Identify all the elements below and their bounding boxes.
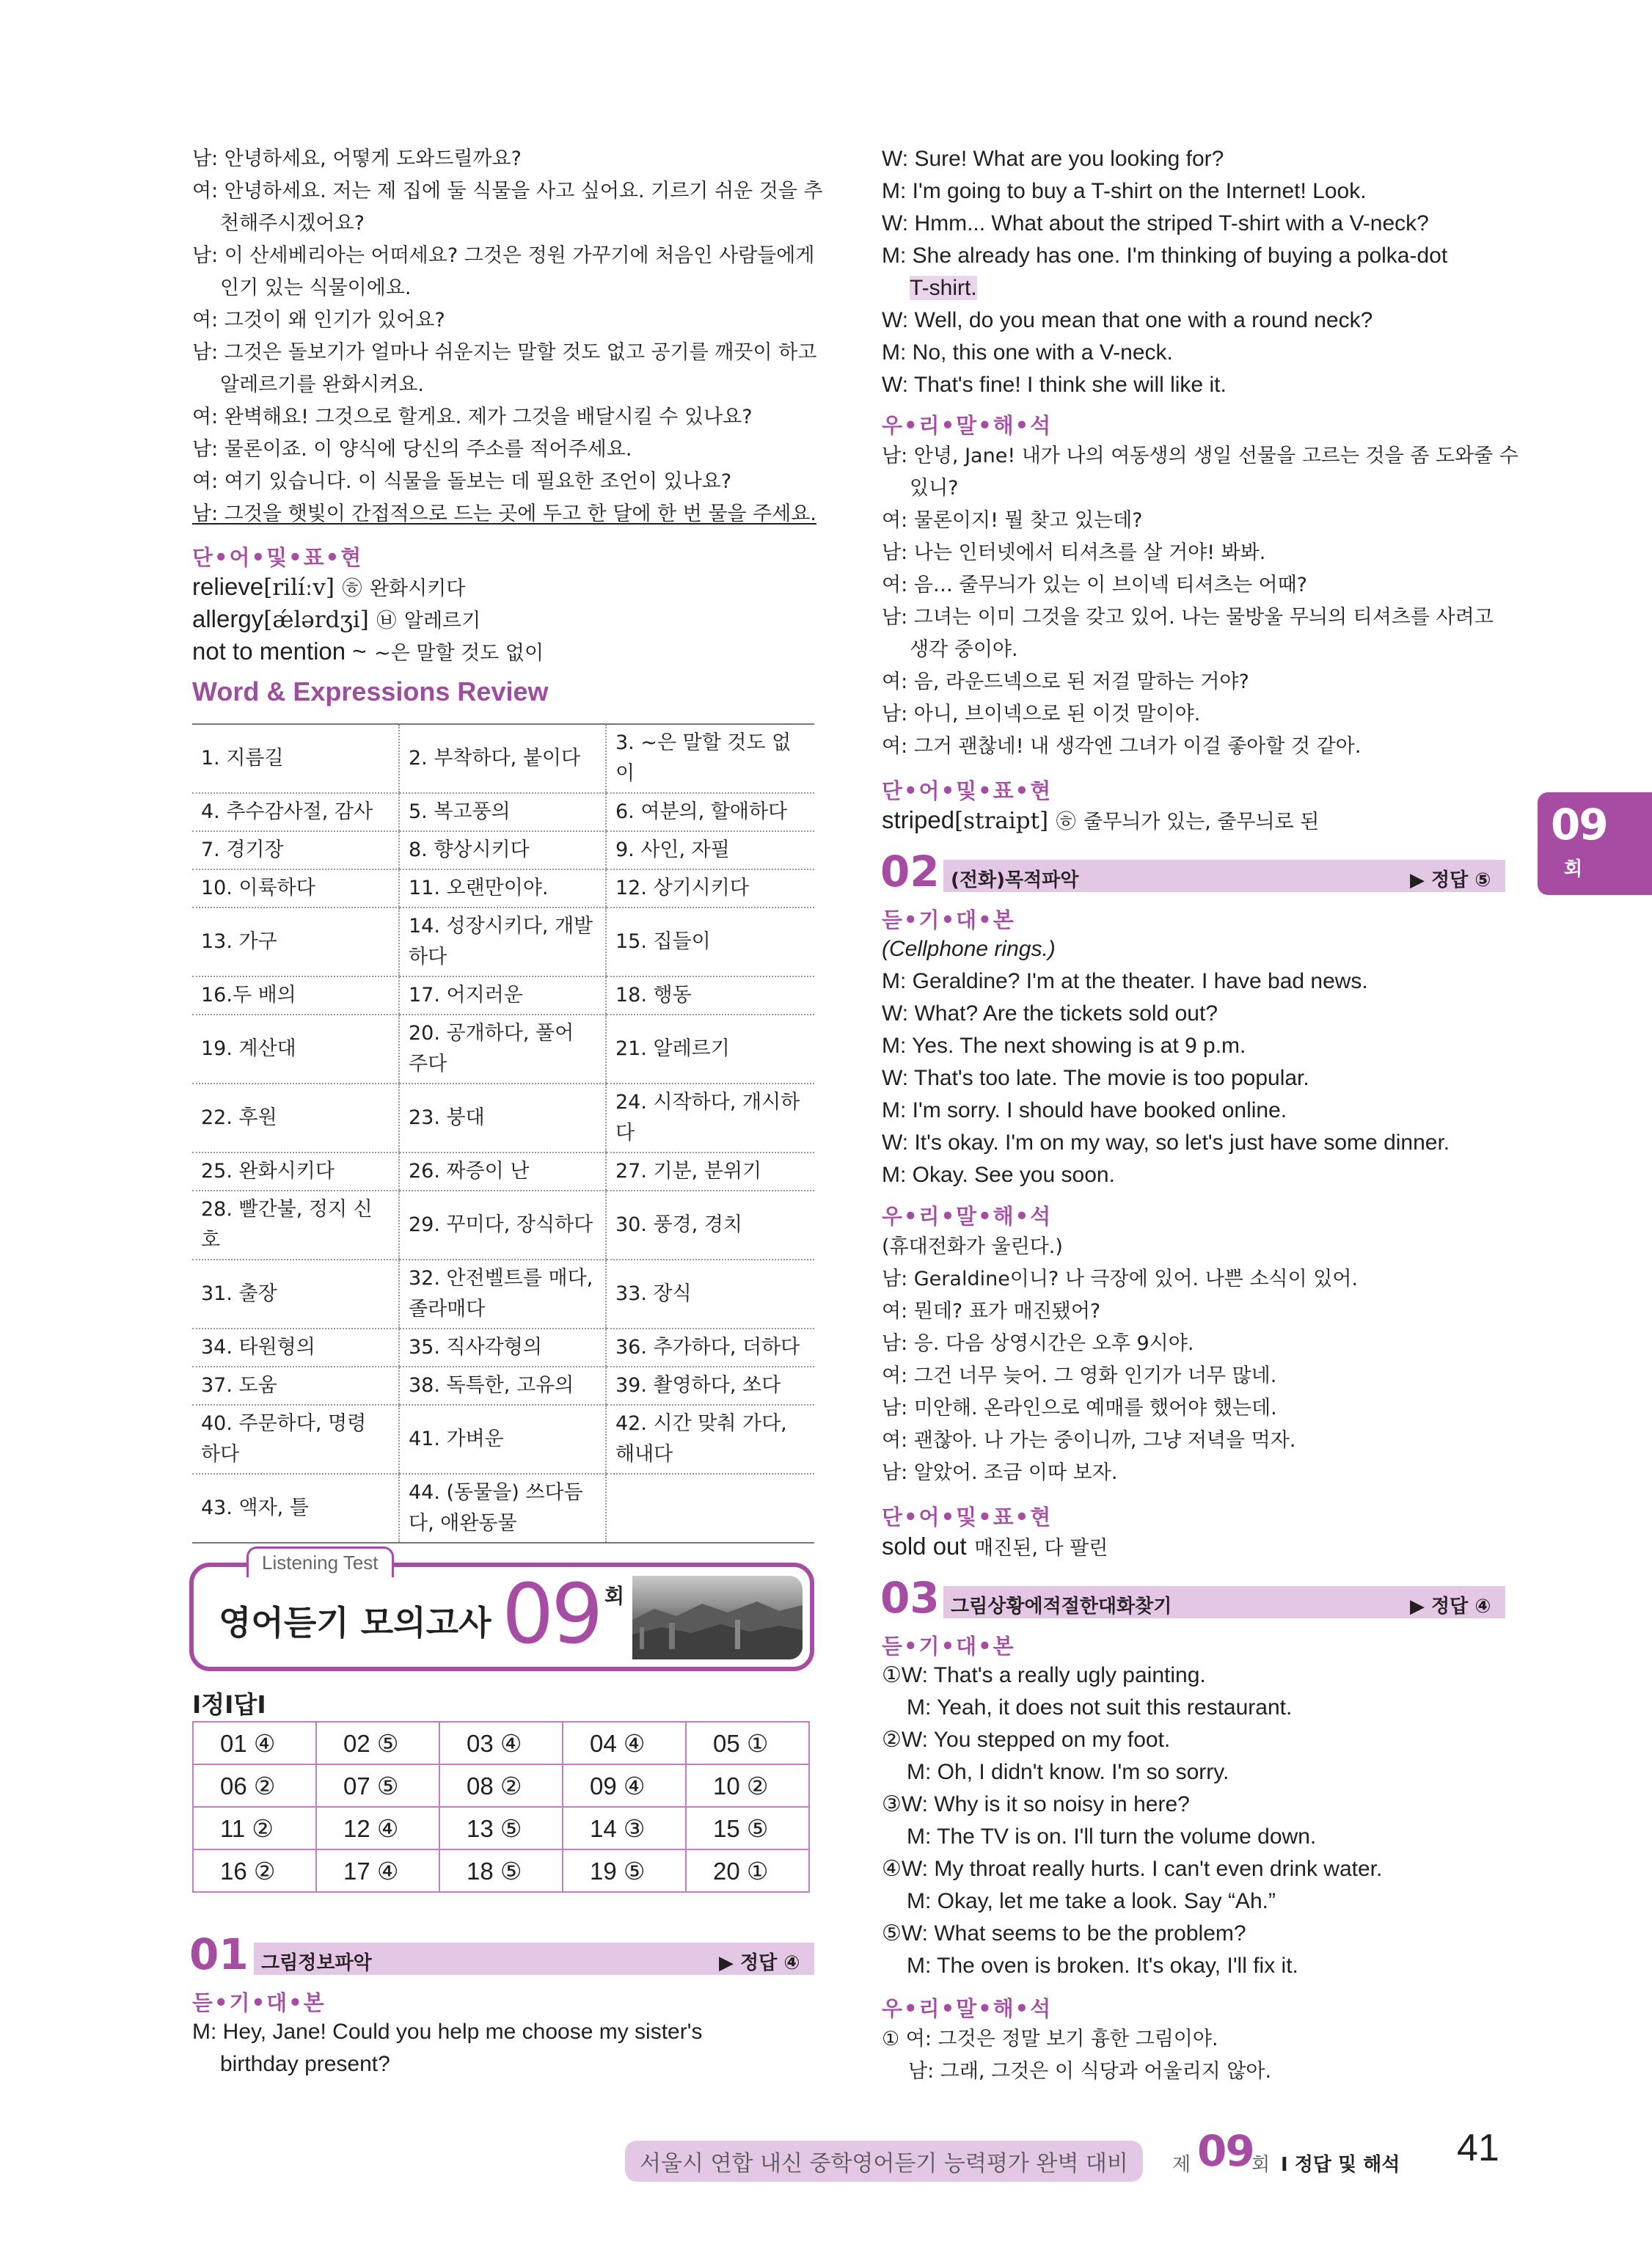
answers-row xyxy=(193,1807,809,1849)
q01-answer: ▶ 정답 ④ xyxy=(719,1952,800,1974)
trans-line: 남: Geraldine이니? 나 극장에 있어. 나쁜 소식이 있어. xyxy=(882,1268,1359,1290)
dialogue-line: 천해주시겠어요? xyxy=(220,212,365,235)
vocab-item xyxy=(192,603,480,638)
review-cell: 13. 가구 xyxy=(192,907,399,976)
review-cell: 31. 출장 xyxy=(192,1260,399,1329)
review-cell: 34. 타원형의 xyxy=(192,1329,399,1367)
review-cell: 37. 도움 xyxy=(192,1367,399,1405)
review-row xyxy=(192,831,814,869)
vocab-item xyxy=(882,1530,1108,1565)
answer-cell: 17 ④ xyxy=(316,1849,439,1892)
review-cell: 24. 시작하다, 개시하다 xyxy=(606,1084,814,1153)
banner-title: 영어듣기 모의고사 xyxy=(219,1603,491,1643)
trans-line: 남: 안녕, Jane! 내가 나의 여동생의 생일 선물을 고르는 것을 좀 도와줄 수 xyxy=(882,445,1518,467)
trans-line: 남: 응. 다음 상영시간은 오후 9시야. xyxy=(882,1332,1194,1355)
footer-number: 09 xyxy=(1197,2126,1254,2176)
vocab-heading: 단•어•및•표•현 xyxy=(882,1505,1053,1530)
trans-line: 남: 알았어. 조금 이따 보자. xyxy=(882,1461,1118,1484)
script-highlight: T-shirt. xyxy=(910,276,977,300)
vocab-pos: ㉥ xyxy=(376,610,397,632)
trans-line: 여: 음… 줄무늬가 있는 이 브이넥 티셔츠는 어때? xyxy=(882,574,1307,596)
vocab-word: relieve xyxy=(192,573,264,600)
script-line: M: No, this one with a V-neck. xyxy=(882,340,1173,365)
review-cell: 39. 촬영하다, 쏘다 xyxy=(606,1367,814,1405)
trans-line: 여: 그거 괜찮네! 내 생각엔 그녀가 이걸 좋아할 것 같아. xyxy=(882,735,1362,758)
script-line: M: I'm sorry. I should have booked online. xyxy=(882,1098,1287,1122)
review-cell: 43. 액자, 틀 xyxy=(192,1474,399,1543)
trans-line: ① 여: 그것은 정말 보기 흉한 그림이야. xyxy=(882,2028,1218,2050)
answers-row xyxy=(193,1849,809,1892)
dialogue-line: 여: 그것이 왜 인기가 있어요? xyxy=(192,309,445,332)
answers-row xyxy=(193,1722,809,1764)
dialogue-line: 남: 안녕하세요, 어떻게 도와드릴까요? xyxy=(192,147,522,170)
q02-type: (전화)목적파악 xyxy=(951,869,1079,891)
script-line: W: That's fine! I think she will like it. xyxy=(882,373,1227,397)
review-cell: 14. 성장시키다, 개발하다 xyxy=(399,907,606,976)
dialogue-line: 여: 여기 있습니다. 이 식물을 돌보는 데 필요한 조언이 있나요? xyxy=(192,470,732,493)
vocab-word: striped xyxy=(882,806,955,833)
script-line: M: The oven is broken. It's okay, I'll fix it. xyxy=(907,1954,1298,1978)
dialogue-line: 알레르기를 완화시켜요. xyxy=(220,373,424,396)
vocab-meaning: 매진된, 다 팔린 xyxy=(974,1537,1108,1560)
vocab-pos: ㉭ xyxy=(1056,811,1076,833)
trans-line: 여: 음, 라운드넥으로 된 저걸 말하는 거야? xyxy=(882,671,1249,693)
review-cell: 9. 사인, 자필 xyxy=(606,831,814,869)
review-cell: 22. 후원 xyxy=(192,1084,399,1153)
script-line: M: She already has one. I'm thinking of buying a polka-dot xyxy=(882,244,1448,268)
review-cell: 32. 안전벨트를 매다, 졸라매다 xyxy=(399,1260,606,1329)
answer-cell: 07 ⑤ xyxy=(316,1764,439,1807)
footer-je: 제 xyxy=(1172,2154,1191,2176)
vocab-meaning: 줄무늬가 있는, 줄무늬로 된 xyxy=(1083,811,1320,833)
script-line: M: Okay, let me take a look. Say “Ah.” xyxy=(907,1889,1276,1913)
side-tab-number: 09 xyxy=(1551,800,1607,850)
answer-cell: 11 ② xyxy=(193,1807,316,1849)
review-cell: 44. (동물을) 쓰다듬다, 애완동물 xyxy=(399,1474,606,1543)
review-cell: 40. 주문하다, 명령 하다 xyxy=(192,1405,399,1474)
review-row xyxy=(192,1329,814,1367)
answer-cell: 09 ④ xyxy=(563,1764,686,1807)
script-line: M: Hey, Jane! Could you help me choose my sister's xyxy=(192,2020,703,2044)
review-title: Word & Expressions Review xyxy=(192,676,549,706)
review-table xyxy=(192,723,814,1544)
page-number: 41 xyxy=(1457,2127,1499,2169)
vocab-heading: 단•어•및•표•현 xyxy=(882,778,1053,803)
script-line: M: Yeah, it does not suit this restaurant. xyxy=(907,1695,1293,1720)
vocab-word: not to mention ~ xyxy=(192,638,367,665)
q01-type: 그림정보파악 xyxy=(261,1952,372,1974)
q01-number: 01 xyxy=(189,1929,249,1979)
answers-label: I정I답I xyxy=(192,1690,266,1719)
vocab-pron: [ǽlərdʒi] xyxy=(263,607,369,633)
script-line: ②W: You stepped on my foot. xyxy=(882,1728,1171,1752)
q02-number: 02 xyxy=(880,847,940,896)
vocab-item xyxy=(192,635,544,670)
dialogue-line: 여: 완벽해요! 그것으로 할게요. 제가 그것을 배달시킬 수 있나요? xyxy=(192,406,753,428)
q03-answer: ▶ 정답 ④ xyxy=(1410,1596,1491,1618)
script-line: M: Yes. The next showing is at 9 p.m. xyxy=(882,1034,1246,1058)
review-cell: 26. 짜증이 난 xyxy=(399,1153,606,1191)
footer-section: I 정답 및 해석 xyxy=(1281,2154,1400,2176)
review-cell: 20. 공개하다, 풀어 주다 xyxy=(399,1015,606,1084)
script-heading: 듣•기•대•본 xyxy=(882,1634,1015,1659)
script-line: ①W: That's a really ugly painting. xyxy=(882,1663,1206,1687)
dialogue-line: 여: 안녕하세요. 저는 제 집에 둘 식물을 사고 싶어요. 기르기 쉬운 것을 추 xyxy=(192,180,823,202)
script-line: ③W: Why is it so noisy in here? xyxy=(882,1792,1190,1816)
script-line: W: Sure! What are you looking for? xyxy=(882,147,1224,171)
vocab-meaning: ~은 말할 것도 없이 xyxy=(374,642,544,665)
review-cell: 19. 계산대 xyxy=(192,1015,399,1084)
dialogue-line: 남: 그것은 돌보기가 얼마나 쉬운지는 말할 것도 없고 공기를 깨끗이 하고 xyxy=(192,341,817,364)
trans-line: 여: 그건 너무 늦어. 그 영화 인기가 너무 많네. xyxy=(882,1365,1277,1387)
review-cell: 2. 부착하다, 붙이다 xyxy=(399,724,606,793)
trans-line: 생각 중이야. xyxy=(910,638,1018,661)
vocab-meaning: 완화시키다 xyxy=(369,577,466,600)
script-line: birthday present? xyxy=(220,2052,390,2076)
script-line: W: Hmm... What about the striped T-shirt with a V-neck? xyxy=(882,211,1429,235)
vocab-item xyxy=(882,804,1319,839)
trans-line: 여: 괜찮아. 나 가는 중이니까, 그냥 저녁을 먹자. xyxy=(882,1429,1296,1452)
review-cell: 25. 완화시키다 xyxy=(192,1153,399,1191)
script-line xyxy=(882,272,977,304)
review-row xyxy=(192,793,814,831)
footer-series: 서울시 연합 내신 중학영어듣기 능력평가 완벽 대비 xyxy=(625,2141,1143,2182)
q03-number: 03 xyxy=(880,1573,940,1623)
footer-hoe: 회 xyxy=(1251,2154,1271,2176)
review-cell: 16.두 배의 xyxy=(192,976,399,1015)
script-heading: 듣•기•대•본 xyxy=(192,1990,326,2015)
answer-cell: 05 ① xyxy=(686,1722,809,1764)
answer-cell: 12 ④ xyxy=(316,1807,439,1849)
review-cell: 42. 시간 맞춰 가다, 해내다 xyxy=(606,1405,814,1474)
trans-line: 남: 나는 인터넷에서 티셔츠를 살 거야! 봐봐. xyxy=(882,541,1266,564)
dialogue-line: 인기 있는 식물이에요. xyxy=(220,277,412,299)
answer-cell: 15 ⑤ xyxy=(686,1807,809,1849)
answer-cell: 01 ④ xyxy=(193,1722,316,1764)
review-cell: 36. 추가하다, 더하다 xyxy=(606,1329,814,1367)
translation-heading: 우•리•말•해•석 xyxy=(882,1996,1053,2021)
banner-photo xyxy=(632,1576,803,1659)
banner-hoe: 회 xyxy=(604,1584,625,1608)
trans-line: (휴대전화가 울린다.) xyxy=(882,1235,1063,1258)
review-row xyxy=(192,1474,814,1543)
script-line: M: I'm going to buy a T-shirt on the Internet! Look. xyxy=(882,179,1367,203)
vocab-meaning: 알레르기 xyxy=(403,610,481,632)
review-row xyxy=(192,1015,814,1084)
vocab-pron: [straipt] xyxy=(954,808,1049,834)
answer-cell: 03 ④ xyxy=(439,1722,563,1764)
review-cell xyxy=(606,1474,814,1543)
translation-heading: 우•리•말•해•석 xyxy=(882,413,1053,438)
dialogue-line: 남: 이 산세베리아는 어떠세요? 그것은 정원 가꾸기에 처음인 사람들에게 xyxy=(192,244,815,267)
answer-cell: 20 ① xyxy=(686,1849,809,1892)
review-cell: 35. 직사각형의 xyxy=(399,1329,606,1367)
answers-row xyxy=(193,1764,809,1807)
review-cell: 11. 오랜만이야. xyxy=(399,869,606,907)
chapter-side-tab xyxy=(1538,792,1652,895)
vocab-pos: ㉭ xyxy=(342,577,362,600)
script-line: M: Okay. See you soon. xyxy=(882,1163,1115,1187)
review-row xyxy=(192,724,814,793)
vocab-item xyxy=(192,571,465,605)
review-cell: 17. 어지러운 xyxy=(399,976,606,1015)
review-row xyxy=(192,1191,814,1260)
review-cell: 33. 장식 xyxy=(606,1260,814,1329)
review-cell: 30. 풍경, 경치 xyxy=(606,1191,814,1260)
answer-cell: 10 ② xyxy=(686,1764,809,1807)
review-cell: 23. 붕대 xyxy=(399,1084,606,1153)
review-cell: 28. 빨간불, 정지 신호 xyxy=(192,1191,399,1260)
dialogue-line: 남: 물론이죠. 이 양식에 당신의 주소를 적어주세요. xyxy=(192,438,632,461)
review-cell: 8. 향상시키다 xyxy=(399,831,606,869)
script-line: M: Oh, I didn't know. I'm so sorry. xyxy=(907,1760,1229,1784)
banner-number: 09 xyxy=(502,1567,601,1662)
dialogue-line-answer: 남: 그것을 햇빛이 간접적으로 드는 곳에 두고 한 달에 한 번 물을 주세요. xyxy=(192,503,816,525)
review-cell: 6. 여분의, 할애하다 xyxy=(606,793,814,831)
trans-line: 남: 그래, 그것은 이 식당과 어울리지 않아. xyxy=(908,2060,1272,2083)
review-cell: 38. 독특한, 고유의 xyxy=(399,1367,606,1405)
answer-cell: 18 ⑤ xyxy=(439,1849,563,1892)
trans-line: 남: 미안해. 온라인으로 예매를 했어야 했는데. xyxy=(882,1397,1277,1420)
answer-cell: 08 ② xyxy=(439,1764,563,1807)
script-line: W: Well, do you mean that one with a round neck? xyxy=(882,308,1373,332)
review-cell: 7. 경기장 xyxy=(192,831,399,869)
script-line: (Cellphone rings.) xyxy=(882,937,1056,961)
script-line: W: It's okay. I'm on my way, so let's just have some dinner. xyxy=(882,1130,1450,1155)
vocab-pron: [rilíːv] xyxy=(263,574,335,601)
script-heading: 듣•기•대•본 xyxy=(882,907,1015,932)
trans-line: 여: 뭔데? 표가 매진됐어? xyxy=(882,1300,1101,1323)
script-line: W: That's too late. The movie is too popular. xyxy=(882,1066,1309,1090)
vocab-heading: 단•어•및•표•현 xyxy=(192,545,363,570)
trans-line: 있니? xyxy=(910,477,959,500)
review-row xyxy=(192,1153,814,1191)
answer-cell: 19 ⑤ xyxy=(563,1849,686,1892)
script-line: M: Geraldine? I'm at the theater. I have bad news. xyxy=(882,969,1368,993)
review-cell: 5. 복고풍의 xyxy=(399,793,606,831)
side-tab-label: 회 xyxy=(1564,858,1583,880)
review-cell: 18. 행동 xyxy=(606,976,814,1015)
review-row xyxy=(192,869,814,907)
review-row xyxy=(192,1084,814,1153)
review-row xyxy=(192,1367,814,1405)
answer-cell: 02 ⑤ xyxy=(316,1722,439,1764)
banner-tab: Listening Test xyxy=(246,1546,394,1577)
review-cell: 12. 상기시키다 xyxy=(606,869,814,907)
review-cell: 41. 가벼운 xyxy=(399,1405,606,1474)
review-cell: 3. ~은 말할 것도 없이 xyxy=(606,724,814,793)
review-cell: 21. 알레르기 xyxy=(606,1015,814,1084)
answer-cell: 04 ④ xyxy=(563,1722,686,1764)
review-cell: 29. 꾸미다, 장식하다 xyxy=(399,1191,606,1260)
vocab-word: allergy xyxy=(192,605,264,632)
listening-test-banner xyxy=(189,1552,814,1671)
review-cell: 1. 지름길 xyxy=(192,724,399,793)
script-line: M: The TV is on. I'll turn the volume down. xyxy=(907,1824,1317,1849)
q03-type: 그림상황에적절한대화찾기 xyxy=(951,1596,1172,1618)
q02-answer: ▶ 정답 ⑤ xyxy=(1410,869,1491,891)
script-line: ⑤W: What seems to be the problem? xyxy=(882,1921,1246,1946)
script-line: W: What? Are the tickets sold out? xyxy=(882,1001,1218,1026)
review-cell: 15. 집들이 xyxy=(606,907,814,976)
review-cell: 4. 추수감사절, 감사 xyxy=(192,793,399,831)
review-row xyxy=(192,907,814,976)
review-row xyxy=(192,976,814,1015)
trans-line: 여: 물론이지! 뭘 찾고 있는데? xyxy=(882,509,1143,532)
vocab-word: sold out xyxy=(882,1533,967,1560)
answer-cell: 16 ② xyxy=(193,1849,316,1892)
review-row xyxy=(192,1260,814,1329)
answer-cell: 06 ② xyxy=(193,1764,316,1807)
review-row xyxy=(192,1405,814,1474)
review-cell: 27. 기분, 분위기 xyxy=(606,1153,814,1191)
answer-cell: 14 ③ xyxy=(563,1807,686,1849)
answers-table xyxy=(192,1721,810,1893)
trans-line: 남: 아니, 브이넥으로 된 이것 말이야. xyxy=(882,703,1201,726)
review-cell: 10. 이륙하다 xyxy=(192,869,399,907)
canyon-image xyxy=(632,1576,803,1659)
answer-cell: 13 ⑤ xyxy=(439,1807,563,1849)
script-line: ④W: My throat really hurts. I can't even drink water. xyxy=(882,1857,1383,1881)
translation-heading: 우•리•말•해•석 xyxy=(882,1204,1053,1229)
trans-line: 남: 그녀는 이미 그것을 갖고 있어. 나는 물방울 무늬의 티셔츠를 사려고 xyxy=(882,606,1494,629)
